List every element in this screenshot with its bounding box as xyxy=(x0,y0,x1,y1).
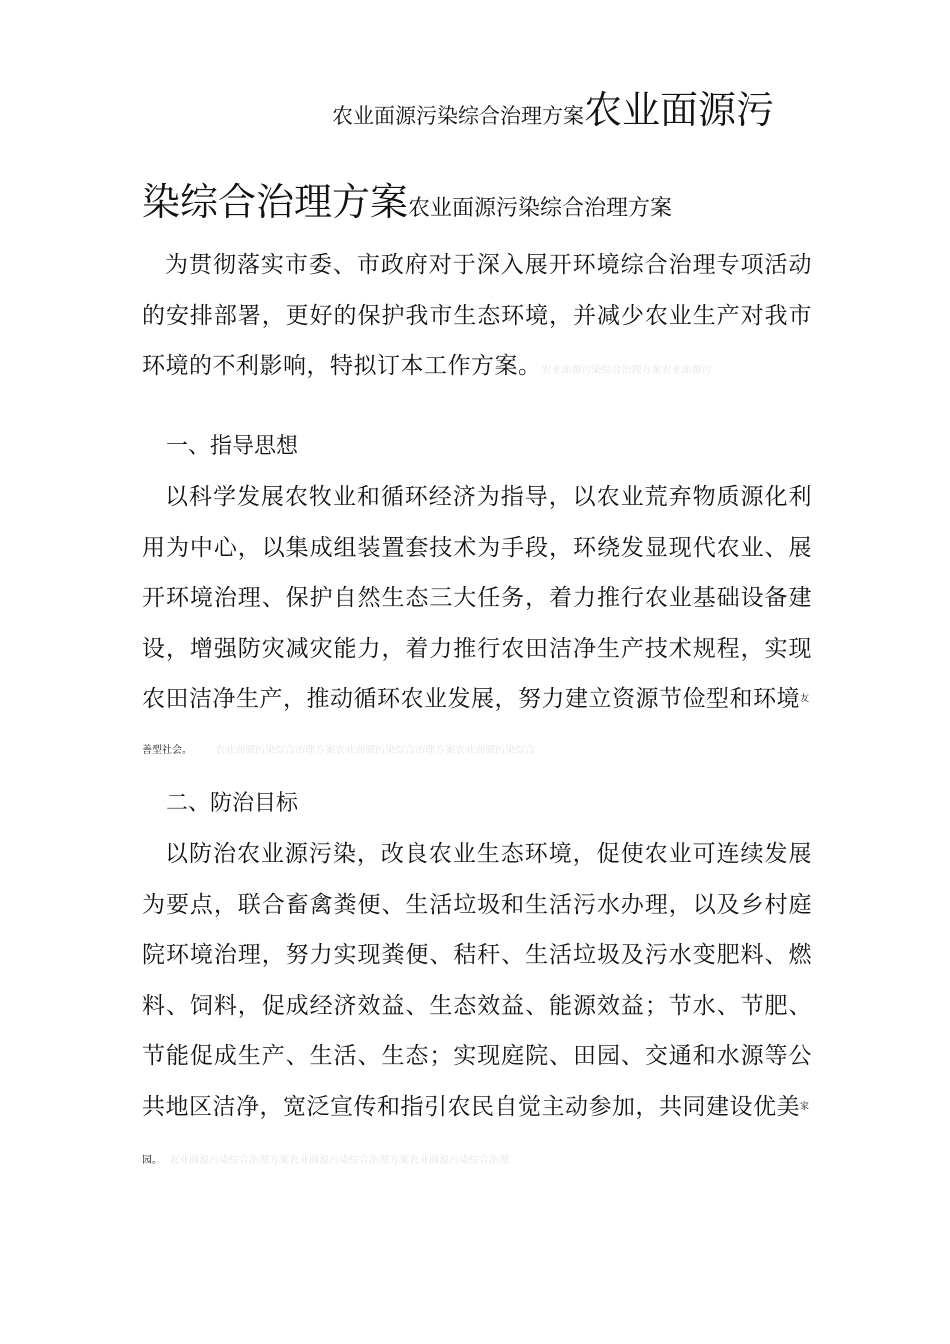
tail-text: 园。 xyxy=(142,1155,162,1166)
title-big-part: 染综合治理方案 xyxy=(142,180,409,224)
title-small-part: 农业面源污染综合治理方案 xyxy=(408,196,673,221)
intro-paragraph xyxy=(142,240,812,397)
title-big-part: 农业面源污 xyxy=(584,88,775,132)
title-line-1 xyxy=(332,80,892,148)
faint-watermark-text: 农业面源污染综合治理方案农业面源污染综合治理方案农业面源污染综合 xyxy=(215,745,536,756)
overflow-character: 友 xyxy=(800,694,810,705)
guiding-ideology-tail xyxy=(142,744,842,758)
prevention-goals-text: 以防治农业源污染，改良农业生态环境，促使农业可连续发展为要点，联合畜禽粪便、生活垃圾和生活污水办理，以及乡村庭院环境治理，努力实现粪便、秸秆、生活垃圾及污水变肥料、燃料、饲料，促成经济效益、生态效益、能源效益；节水、节肥、节能促成生产、生活、生态；实现庭院、田园、交通和水源等公共地区洁净，宽泛宣传和指引农民自觉主动参加，共同建设优美 xyxy=(142,841,812,1120)
faint-watermark-text: 农业面源污染综合治理方案农业面源污染综合治理方案农业面源污染综合治理 xyxy=(169,1155,510,1166)
title-small-part: 农业面源污染综合治理方案 xyxy=(332,104,584,128)
prevention-goals-paragraph xyxy=(142,829,812,1133)
prevention-goals-tail xyxy=(142,1154,842,1168)
tail-text: 善型社会。 xyxy=(142,745,192,756)
section-heading-guiding-ideology: 一、指导思想 xyxy=(166,434,299,459)
faint-watermark-text: 农业面源污染综合治理方案农业面源污 xyxy=(541,365,712,377)
section-heading-prevention-goals: 二、防治目标 xyxy=(166,791,299,816)
title-line-2 xyxy=(142,172,902,240)
intro-text: 为贯彻落实市委、市政府对于深入展开环境综合治理专项活动的安排部署，更好的保护我市生态环境，并减少农业生产对我市环境的不利影响，特拟订本工作方案。 xyxy=(142,252,812,380)
guiding-ideology-text: 以科学发展农牧业和循环经济为指导，以农业荒弃物质源化利用为中心，以集成组装置套技术为手段，环绕发显现代农业、展开环境治理、保护自然生态三大任务，着力推行农业基础设备建设，增强防灾减灾能力，着力推行农田洁净生产技术规程，实现农田洁净生产，推动循环农业发展，努力建立资源节俭型和环境 xyxy=(142,484,812,713)
guiding-ideology-paragraph xyxy=(142,472,812,725)
overflow-character: 家 xyxy=(800,1101,810,1112)
